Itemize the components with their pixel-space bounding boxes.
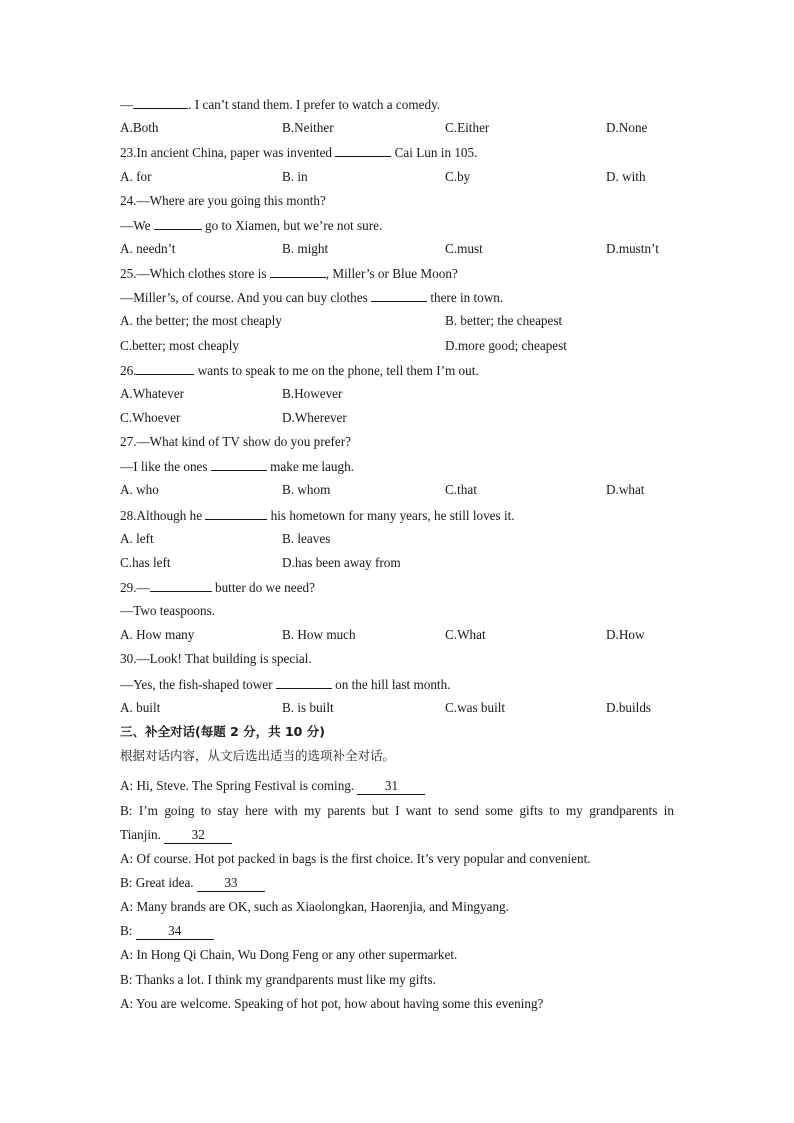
q27-stem-a: —I like the ones: [120, 459, 211, 474]
q24-option-b: B. might: [282, 241, 329, 256]
dialogue-line-6: [120, 921, 680, 941]
q29-option-d: D.How: [606, 627, 645, 642]
q29-option-a: A. How many: [120, 627, 195, 642]
section3-title: 三、补全对话(每题 2 分，共 10 分): [120, 724, 325, 739]
speaker-label: A:: [120, 996, 134, 1011]
dialogue-blank-33: 33: [197, 875, 265, 892]
dialogue-line-3: [120, 849, 680, 869]
q27-option-a: A. who: [120, 482, 159, 497]
q25-option-c: C.better; most cheaply: [120, 338, 240, 353]
dialogue-line-9: [120, 994, 680, 1014]
q26-option-c: C.Whoever: [120, 410, 181, 425]
q27-option-d: D.what: [606, 482, 645, 497]
q25-line2-b: there in town.: [427, 290, 504, 305]
q23-option-d: D. with: [606, 169, 646, 184]
q24-option-c: C.must: [445, 241, 483, 256]
q30-stem-b: on the hill last month.: [331, 677, 451, 692]
dialogue-text: Tianjin.: [120, 827, 165, 842]
q27-stem-b: make me laugh.: [266, 459, 354, 474]
q24-blank: [154, 215, 202, 230]
dialogue-text: Of course. Hot pot packed in bags is the first choice. It’s very popular and convenient.: [136, 851, 591, 866]
q28-option-a: A. left: [120, 531, 154, 546]
q30-stem: [120, 674, 680, 694]
q23-stem: [120, 142, 680, 162]
q30-blank: [276, 674, 332, 689]
dialogue-line-1: [120, 776, 680, 796]
q26-stem-b: wants to speak to me on the phone, tell them I’m out.: [194, 363, 479, 378]
q24-stem-a: —We: [120, 218, 154, 233]
q30-option-a: A. built: [120, 700, 161, 715]
q24-line1: 24.—Where are you going this month?: [120, 193, 326, 208]
q25-line2: [120, 287, 680, 307]
q23-option-a: A. for: [120, 169, 152, 184]
q30-option-b: B. is built: [282, 700, 334, 715]
speaker-label: A:: [120, 899, 134, 914]
q24-option-d: D.mustn’t: [606, 241, 659, 256]
q23-blank: [335, 142, 391, 157]
q29-stem-b: butter do we need?: [211, 580, 315, 595]
q25-stem-b: , Miller’s or Blue Moon?: [325, 266, 458, 281]
q28-option-b: B. leaves: [282, 531, 331, 546]
dialogue-line-8: [120, 970, 680, 990]
dialogue-line-2-cont: [120, 825, 680, 845]
q23-stem-b: Cai Lun in 105.: [391, 145, 478, 160]
dialogue-text: Great idea.: [135, 875, 197, 890]
q26-stem-a: 26.: [120, 363, 137, 378]
q30-option-d: D.builds: [606, 700, 652, 715]
q29-option-c: C.What: [445, 627, 486, 642]
q29-line2: —Two teaspoons.: [120, 603, 216, 618]
q27-option-c: C.that: [445, 482, 477, 497]
q23-option-b: B. in: [282, 169, 308, 184]
dialogue-blank-31: 31: [357, 778, 425, 795]
q28-option-c: C.has left: [120, 555, 171, 570]
q30-stem-a: —Yes, the fish-shaped tower: [120, 677, 276, 692]
speaker-label: A:: [120, 947, 134, 962]
q25-option-d: D.more good; cheapest: [445, 338, 567, 353]
q28-stem-a: 28.Although he: [120, 508, 206, 523]
dialogue-line-5: [120, 897, 680, 917]
q22-stem-text: . I can’t stand them. I prefer to watch a comedy.: [188, 97, 441, 112]
q25-stem-a: 25.—Which clothes store is: [120, 266, 270, 281]
q29-stem-a: 29.—: [120, 580, 150, 595]
speaker-label: B:: [120, 923, 133, 938]
q26-option-d: D.Wherever: [282, 410, 347, 425]
dialogue-text: Hi, Steve. The Spring Festival is coming.: [136, 778, 358, 793]
dialogue-text: Thanks a lot. I think my grandparents must like my gifts.: [135, 972, 436, 987]
q25-blank-1: [270, 263, 326, 278]
q22-blank: [133, 94, 188, 109]
q27-blank: [211, 456, 267, 471]
q22-option-d: D.None: [606, 120, 648, 135]
q22-dash: —: [120, 97, 134, 112]
section3-instruction: 根据对话内容，从文后选出适当的选项补全对话。: [120, 748, 396, 763]
q30-option-c: C.was built: [445, 700, 506, 715]
q27-option-b: B. whom: [282, 482, 331, 497]
q26-option-b: B.However: [282, 386, 343, 401]
speaker-label: A:: [120, 778, 134, 793]
speaker-label: B:: [120, 875, 133, 890]
speaker-label: A:: [120, 851, 134, 866]
q29-stem: [120, 577, 680, 597]
q24-stem: [120, 215, 680, 235]
q23-stem-a: 23.In ancient China, paper was invented: [120, 145, 336, 160]
q29-option-b: B. How much: [282, 627, 356, 642]
q25-option-b: B. better; the cheapest: [445, 313, 563, 328]
dialogue-text: In Hong Qi Chain, Wu Dong Feng or any other supermarket.: [136, 947, 458, 962]
q22-option-a: A.Both: [120, 120, 159, 135]
q22-option-b: B.Neither: [282, 120, 334, 135]
q30-line1: 30.—Look! That building is special.: [120, 651, 312, 666]
speaker-label: B:: [120, 972, 133, 987]
q25-stem: [120, 263, 680, 283]
q28-blank: [205, 505, 267, 520]
q25-blank-2: [371, 287, 427, 302]
q22-stem: [120, 94, 680, 114]
q24-option-a: A. needn’t: [120, 241, 176, 256]
dialogue-line-7: [120, 945, 680, 965]
dialogue-blank-32: 32: [164, 827, 232, 844]
q29-blank: [150, 577, 212, 592]
q26-blank: [136, 360, 194, 375]
dialogue-line-4: [120, 873, 680, 893]
q25-option-a: A. the better; the most cheaply: [120, 313, 282, 328]
q22-option-c: C.Either: [445, 120, 490, 135]
dialogue-text: I’m going to stay here with my parents but I want to send some gifts to my grandparents in: [138, 803, 675, 818]
q28-option-d: D.has been away from: [282, 555, 401, 570]
q28-stem: [120, 505, 680, 525]
dialogue-line-2: [120, 801, 674, 821]
q25-line2-a: —Miller’s, of course. And you can buy clothes: [120, 290, 372, 305]
q23-option-c: C.by: [445, 169, 471, 184]
dialogue-text: You are welcome. Speaking of hot pot, how about having some this evening?: [136, 996, 544, 1011]
dialogue-blank-34: 34: [136, 923, 214, 940]
q27-stem: [120, 456, 680, 476]
q24-stem-b: go to Xiamen, but we’re not sure.: [201, 218, 383, 233]
speaker-label: B:: [120, 803, 133, 818]
dialogue-text: Many brands are OK, such as Xiaolongkan, Haorenjia, and Mingyang.: [136, 899, 509, 914]
q26-option-a: A.Whatever: [120, 386, 185, 401]
q28-stem-b: his hometown for many years, he still loves it.: [267, 508, 515, 523]
q26-stem: [120, 360, 680, 380]
q27-line1: 27.—What kind of TV show do you prefer?: [120, 434, 351, 449]
